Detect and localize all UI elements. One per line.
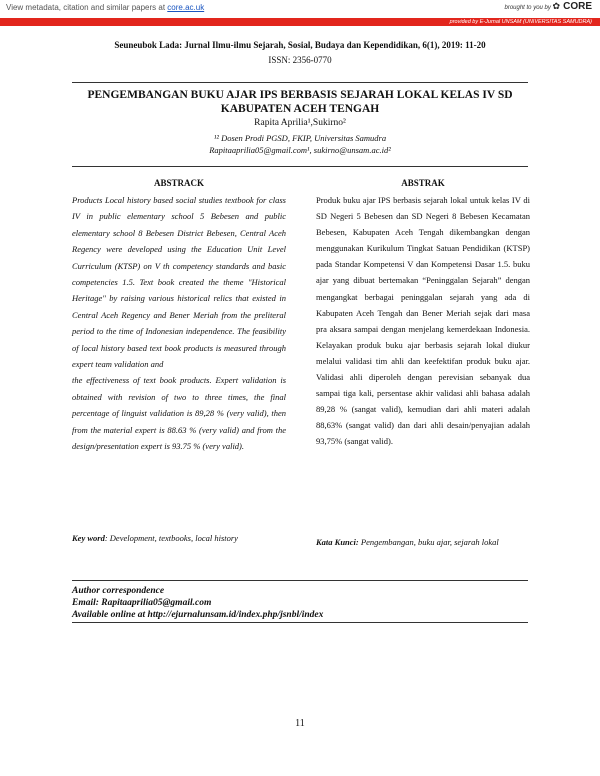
core-banner xyxy=(0,0,600,18)
divider-abstract xyxy=(72,166,528,167)
keywords-en xyxy=(72,533,286,543)
core-logo-icon[interactable]: ✿ xyxy=(552,1,561,11)
online-url: Available online at http://ejurnalunsam.id/index.php/jsnbl/index xyxy=(72,610,324,620)
page-number: 11 xyxy=(295,718,305,729)
corr-heading: Author correspondence xyxy=(72,586,165,596)
keywords-id-text: Pengembangan, buku ajar, sejarah lokal xyxy=(358,537,499,547)
affiliation: ¹² Dosen Prodi PGSD, FKIP, Universitas Samudra xyxy=(213,133,387,143)
core-link[interactable]: core.ac.uk xyxy=(167,3,205,12)
abstract-en-para-2: the effectiveness of text book products. Expert validation is obtained with revision of two to three times, the final percentage of linguist validation is 89,28 % (very valid), then from the material expert is 88.63 % (very valid) and from the design/presentation expert is 93.75 % (very valid). xyxy=(72,375,286,452)
core-metadata-label: View metadata, citation and similar papers at xyxy=(6,3,166,12)
provider-bar xyxy=(0,18,600,26)
author-correspondence xyxy=(72,585,528,621)
brought-by xyxy=(505,1,593,12)
journal-citation: Seuneubok Lada: Jurnal Ilmu-ilmu Sejarah, Sosial, Budaya dan Kependidikan, 6(1), 2019: 11-20 xyxy=(114,40,486,50)
authors: Rapita Aprilia¹,Sukirno² xyxy=(254,118,346,128)
abstract-id-heading: ABSTRAK xyxy=(401,178,445,188)
core-metadata-text xyxy=(6,3,204,12)
title-line-1: PENGEMBANGAN BUKU AJAR IPS BERBASIS SEJARAH LOKAL KELAS IV SD xyxy=(87,89,513,101)
core-logo-text[interactable]: CORE xyxy=(563,1,592,12)
divider-footer xyxy=(72,580,528,581)
paper-title xyxy=(60,88,540,116)
keywords-id-label: Kata Kunci: xyxy=(316,537,359,547)
keywords-id xyxy=(316,534,530,550)
abstract-en-para-1: Products Local history based social studies textbook for class IV in public elementary school 5 Bebesen and public elementary school 8 Bebesen District Bebesen, Central Aceh Regency were developed using the Education Unit Level Curriculum (KTSP) on V th competency standards and basic competencies 1.5. Text book created the theme "Historical Heritage" by raising various historical relics that existed in Central Aceh Regency and Bener Meriah from the preliteral period to the time of Indonesian independence. The feasibility of local history based text book products is measured through expert team validation and xyxy=(72,195,286,370)
corr-email: Email: Rapitaaprilia05@gmail.com xyxy=(72,598,212,608)
author-emails: Rapitaaprilia05@gmail.com¹, sukirno@unsam.ac.id² xyxy=(209,145,391,155)
keywords-en-text: : Development, textbooks, local history xyxy=(104,533,238,543)
keywords-en-label: Key word xyxy=(72,533,105,543)
divider-top xyxy=(72,82,528,83)
abstract-en-body xyxy=(72,192,286,455)
abstract-en-heading: ABSTRACK xyxy=(153,178,204,188)
brought-by-label: brought to you by xyxy=(504,5,551,11)
provider-text: provided by E-Jurnal UNSAM (UNIVERSITAS SAMUDRA) xyxy=(449,19,592,25)
issn: ISSN: 2356-0770 xyxy=(268,55,332,65)
title-line-2: KABUPATEN ACEH TENGAH xyxy=(220,103,380,115)
divider-bottom xyxy=(72,622,528,623)
abstract-id-body: Produk buku ajar IPS berbasis sejarah lokal untuk kelas IV di SD Negeri 5 Bebesen dan SD Negeri 8 Bebesen Kecamatan Bebesen, Kabupaten Aceh Tengah dikembangkan dengan menggunakan Kurikulum Tingkat Satuan Pendidikan (KTSP) pada Standar Kompetensi V dan Kompetensi Dasar 1.5. buku ajar yang dibuat bertemakan “Peninggalan Sejarah” dengan mengangkat berbagai peninggalan sejarah yang ada di Kabupaten Aceh Tengah dan Bener Meriah sejak dari masa pra aksara sampai dengan menjelang kemerdekaan Indonesia. Kelayakan produk buku ajar berbasis sejarah lokal diukur melalui validasi tim ahli dan keefektifan produk buku ajar. Validasi ahli diperoleh dengan perevisian sebanyak dua sampai tiga kali, persentase akhir validasi ahli bahasa adalah 89,28 % (sangat valid), kemudian dari ahli materi adalah 88,63% (sangat valid) dan dari ahli desain/penyajian adalah 93,75% (sangat valid). xyxy=(316,195,530,447)
